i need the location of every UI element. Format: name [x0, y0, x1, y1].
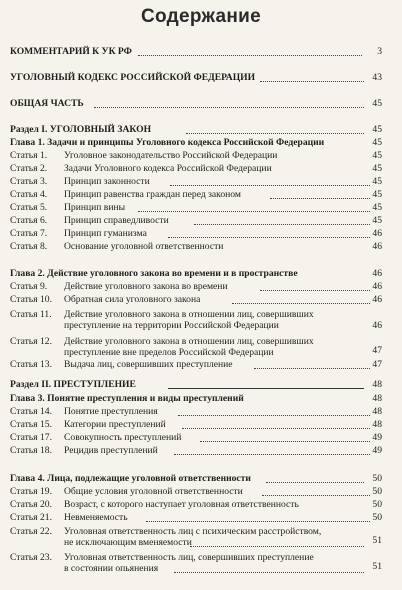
dot-leader	[170, 185, 370, 186]
dot-leader	[168, 237, 370, 238]
toc-entry-general-part[interactable]	[10, 98, 382, 109]
toc-article-2[interactable]	[10, 163, 382, 174]
toc-article-10[interactable]	[10, 294, 382, 305]
dot-leader	[266, 482, 364, 483]
entry-text: Совокупность преступлений	[64, 432, 182, 443]
article-number: Статья 19.	[10, 486, 52, 497]
article-number: Статья 13.	[10, 359, 52, 370]
article-number: Статья 1.	[10, 150, 48, 161]
dot-leader	[270, 198, 370, 199]
dot-leader	[186, 133, 364, 134]
article-number: Статья 9.	[10, 281, 48, 292]
article-number: Статья 21.	[10, 512, 52, 523]
dot-leader	[138, 211, 370, 212]
entry-text: Раздел I. УГОЛОВНЫЙ ЗАКОН	[10, 124, 152, 135]
dot-leader	[260, 290, 370, 291]
toc-article-9[interactable]	[10, 281, 382, 292]
entry-text: Принцип справедливости	[64, 215, 169, 226]
page-number: 45	[372, 124, 382, 135]
dot-leader	[232, 303, 370, 304]
article-number: Статья 20.	[10, 499, 52, 510]
page-number: 45	[372, 98, 382, 109]
entry-text: Действие уголовного закона во времени	[64, 281, 228, 292]
entry-text: Глава 2. Действие уголовного закона во времени и в пространстве	[10, 268, 298, 279]
toc-article-22-continued[interactable]	[64, 537, 192, 548]
page-number: 45	[372, 176, 382, 187]
toc-entry-chapter-2[interactable]	[10, 268, 382, 279]
page-number: 47	[372, 359, 382, 370]
entry-text: Принцип гуманизма	[64, 228, 147, 239]
page-number: 50	[372, 512, 382, 523]
toc-article-4[interactable]	[10, 189, 382, 200]
dot-leader	[200, 441, 370, 442]
page-number: 47	[372, 345, 382, 356]
page-number: 49	[372, 432, 382, 443]
dot-leader	[182, 428, 370, 429]
toc-article-19[interactable]	[10, 486, 382, 497]
dot-leader	[174, 454, 370, 455]
dot-leader	[190, 546, 364, 547]
page-number: 48	[372, 406, 382, 417]
page-number: 45	[372, 163, 382, 174]
page-number: 45	[372, 150, 382, 161]
article-number: Статья 7.	[10, 228, 48, 239]
toc-article-15[interactable]	[10, 419, 382, 430]
toc-article-6[interactable]	[10, 215, 382, 226]
article-number: Статья 2.	[10, 163, 48, 174]
article-number: Статья 4.	[10, 189, 48, 200]
page-number: 49	[372, 445, 382, 456]
entry-text: Действие уголовного закона в отношении лиц, совершивших	[64, 309, 314, 320]
page-number: 50	[372, 473, 382, 484]
entry-text: не исключающим вменяемости	[64, 537, 192, 548]
entry-text: Основание уголовной ответственности	[64, 241, 224, 252]
article-number: Статья 22.	[10, 526, 52, 537]
dot-leader	[94, 107, 364, 108]
toc-article-23-continued[interactable]	[64, 563, 158, 574]
entry-text: Общие условия уголовной ответственности	[64, 486, 243, 497]
toc-entry-section-2[interactable]	[10, 379, 382, 390]
toc-article-1[interactable]	[10, 150, 382, 161]
entry-text: ОБЩАЯ ЧАСТЬ	[10, 98, 84, 109]
toc-article-14[interactable]	[10, 406, 382, 417]
entry-text: КОММЕНТАРИЙ К УК РФ	[10, 46, 132, 57]
toc-article-7[interactable]	[10, 228, 382, 239]
toc-article-18[interactable]	[10, 445, 382, 456]
article-number: Статья 8.	[10, 241, 48, 252]
article-number: Статья 23.	[10, 552, 52, 563]
toc-article-23[interactable]	[10, 552, 382, 563]
toc-article-11-continued[interactable]	[64, 320, 279, 331]
dot-leader	[254, 368, 370, 369]
entry-text: Возраст, с которого наступает уголовная ответственность	[64, 499, 299, 510]
entry-text: преступление на территории Российской Федерации	[64, 320, 279, 331]
entry-text: в состоянии опьянения	[64, 563, 159, 574]
entry-text: Невменяемость	[64, 512, 128, 523]
page-number: 50	[372, 499, 382, 510]
toc-article-12[interactable]	[10, 336, 382, 347]
toc-article-13[interactable]	[10, 359, 382, 370]
toc-entry-chapter-1[interactable]	[10, 137, 382, 148]
article-number: Статья 5.	[10, 202, 48, 213]
entry-text: Глава 1. Задачи и принципы Уголовного кодекса Российской Федерации	[10, 137, 325, 148]
entry-text: Выдача лиц, совершивших преступление	[64, 359, 233, 370]
page-number: 46	[372, 241, 382, 252]
article-number: Статья 18.	[10, 445, 52, 456]
toc-entry-criminal-code[interactable]	[10, 72, 382, 83]
entry-text: Уголовная ответственность лиц, совершивших преступление	[64, 552, 314, 563]
entry-text: Глава 3. Понятие преступления и виды преступлений	[10, 393, 244, 404]
entry-text: Принцип законности	[64, 176, 150, 187]
dot-leader	[168, 388, 364, 389]
entry-text: Обратная сила уголовного закона	[64, 294, 201, 305]
page-title: Содержание	[140, 6, 262, 27]
page-number: 48	[372, 419, 382, 430]
entry-text: Рецидив преступлений	[64, 445, 158, 456]
dot-leader	[260, 81, 364, 82]
page-number: 45	[372, 215, 382, 226]
page-number: 46	[372, 268, 382, 279]
toc-article-20[interactable]	[10, 499, 382, 510]
page-number: 46	[372, 228, 382, 239]
entry-text: Уголовное законодательство Российской Федерации	[64, 150, 278, 161]
article-number: Статья 14.	[10, 406, 52, 417]
toc-entry-section-1[interactable]	[10, 124, 382, 135]
page-number: 51	[372, 535, 382, 546]
dot-leader	[194, 224, 370, 225]
entry-text: преступление вне пределов Российской Федерации	[64, 347, 274, 358]
article-number: Статья 10.	[10, 294, 52, 305]
entry-text: Принцип вины	[64, 202, 126, 213]
entry-text: Принцип равенства граждан перед законом	[64, 189, 241, 200]
entry-text: УГОЛОВНЫЙ КОДЕКС РОССИЙСКОЙ ФЕДЕРАЦИИ	[10, 72, 256, 83]
entry-text: Понятие преступления	[64, 406, 158, 417]
page-number: 45	[372, 202, 382, 213]
toc-article-5[interactable]	[10, 202, 382, 213]
entry-text: Раздел II. ПРЕСТУПЛЕНИЕ	[10, 379, 136, 390]
page-number: 51	[372, 561, 382, 572]
page-number: 50	[372, 486, 382, 497]
page-number: 3	[377, 46, 382, 57]
entry-text: Задачи Уголовного кодекса Российской Федерации	[64, 163, 272, 174]
toc-article-8[interactable]	[10, 241, 382, 252]
toc-article-22[interactable]	[10, 526, 382, 537]
page-number: 46	[372, 294, 382, 305]
entry-text: Глава 4. Лица, подлежащие уголовной ответственности	[10, 473, 251, 484]
page-number: 48	[372, 379, 382, 390]
page-number: 45	[372, 189, 382, 200]
dot-leader	[178, 415, 370, 416]
article-number: Статья 11.	[10, 309, 52, 320]
article-number: Статья 3.	[10, 176, 48, 187]
toc-article-17[interactable]	[10, 432, 382, 443]
page-number: 48	[372, 393, 382, 404]
entry-text: Категории преступлений	[64, 419, 166, 430]
toc-entry-commentary[interactable]	[10, 46, 382, 57]
article-number: Статья 15.	[10, 419, 52, 430]
toc-article-3[interactable]	[10, 176, 382, 187]
toc-article-11[interactable]	[10, 309, 382, 320]
entry-text: Действие уголовного закона в отношении лиц, совершивших	[64, 336, 314, 347]
page-number: 45	[372, 137, 382, 148]
dot-leader	[174, 572, 364, 573]
article-number: Статья 6.	[10, 215, 48, 226]
dot-leader	[138, 55, 362, 56]
article-number: Статья 12.	[10, 336, 52, 347]
article-number: Статья 17.	[10, 432, 52, 443]
page-number: 46	[372, 281, 382, 292]
page-number: 43	[372, 72, 382, 83]
toc-article-12-continued[interactable]	[64, 347, 274, 358]
page-number: 46	[372, 320, 382, 331]
dot-leader	[262, 495, 370, 496]
dot-leader	[146, 521, 370, 522]
toc-entry-chapter-4[interactable]	[10, 473, 382, 484]
toc-article-21[interactable]	[10, 512, 382, 523]
toc-entry-chapter-3[interactable]	[10, 393, 382, 404]
entry-text: Уголовная ответственность лиц с психическим расстройством,	[64, 526, 322, 537]
